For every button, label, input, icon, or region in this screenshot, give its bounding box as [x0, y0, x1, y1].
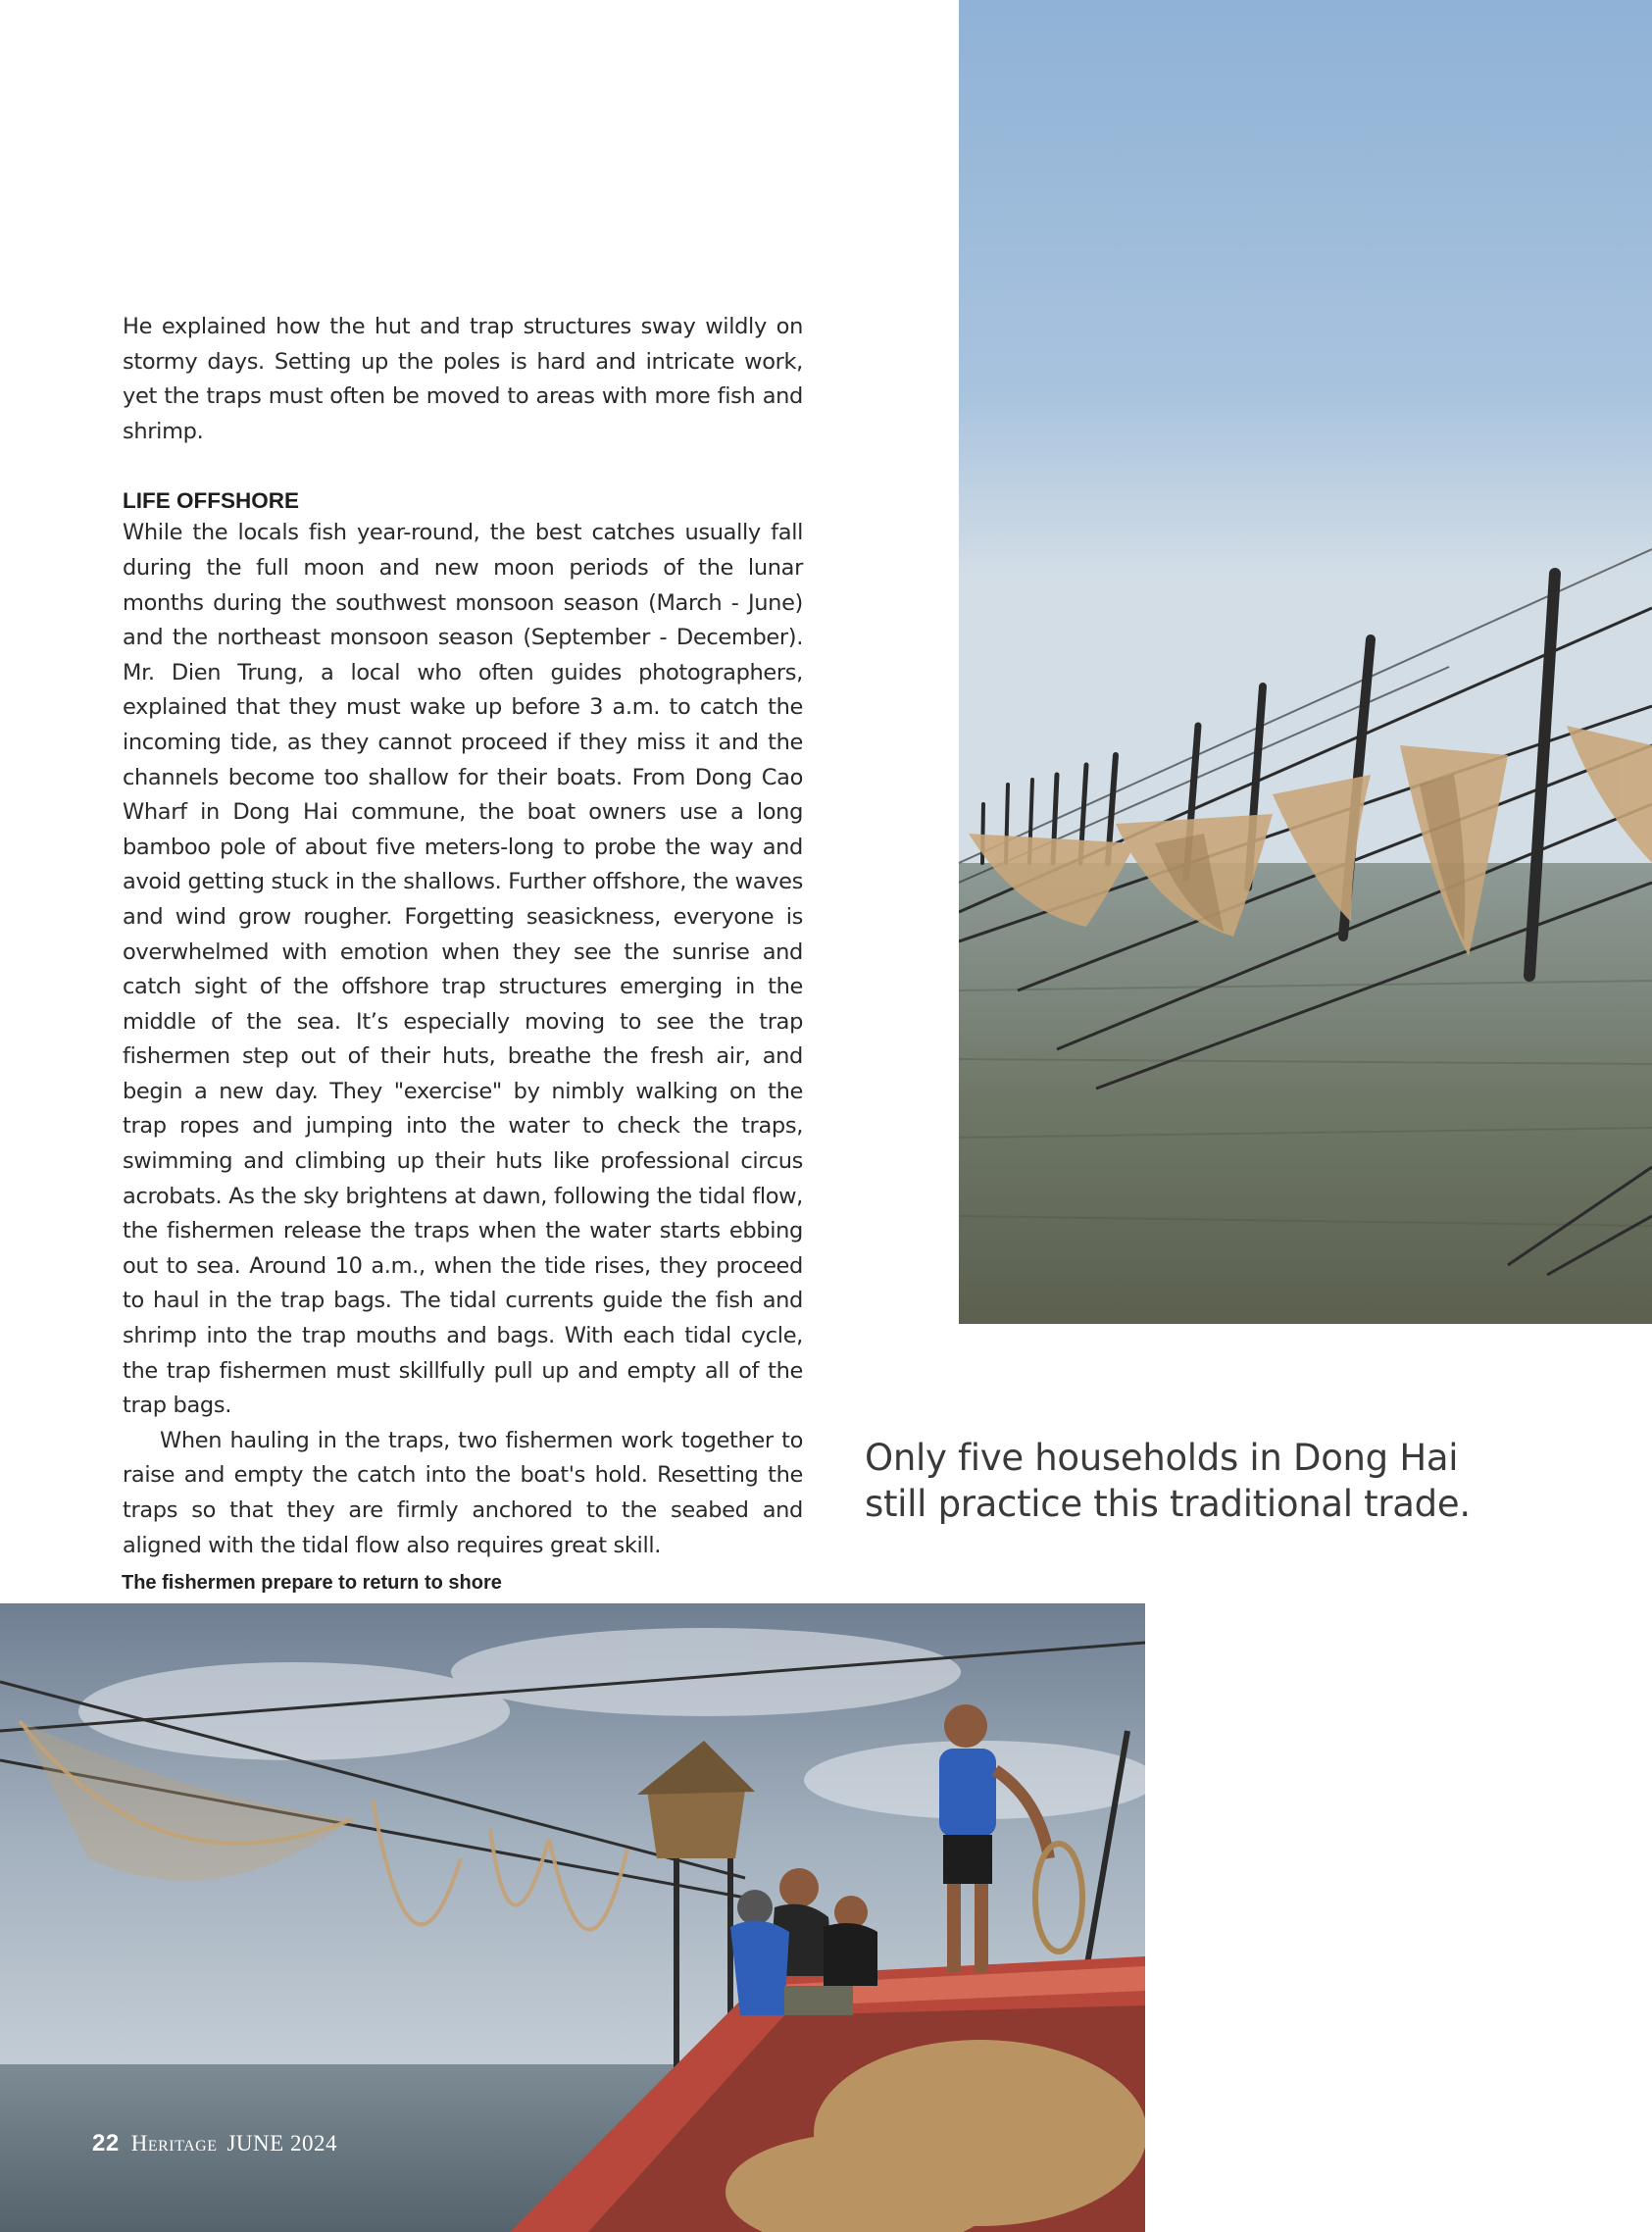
issue-date: JUNE 2024	[226, 2131, 337, 2156]
trap-structures-photo	[959, 0, 1652, 1324]
publication-name: Heritage	[130, 2131, 218, 2156]
article-paragraph: He explained how the hut and trap structures sway wildly on stormy days. Setting up the poles is hard and intricate work, yet the traps must often be moved to areas with more fish and shrimp.	[123, 314, 803, 444]
article-paragraph: When hauling in the traps, two fishermen work together to raise and empty the catch into the boat's hold. Resetting the traps so that they are firmly anchored to the seabed and aligned with the tidal flow also requires great skill.	[123, 1427, 803, 1558]
page-number: 22	[92, 2130, 120, 2156]
article-paragraph: While the locals fish year-round, the best catches usually fall during the full moon and new moon periods of the lunar months during the southwest monsoon season (March - June) and the northeast monsoon season (September - December). Mr. Dien Trung, a local who often guides photographers, explained that they must wake up before 3 a.m. to catch the incoming tide, as they cannot proceed if they miss it and the channels become too shallow for their boats. From Dong Cao Wharf in Dong Hai commune, the boat owners use a long bamboo pole of about five meters-long to probe the way and avoid getting stuck in the shallows. Further offshore, the waves and wind grow rougher. Forgetting seasickness, everyone is overwhelmed with emotion when they see the sunrise and catch sight of the offshore trap structures emerging in the middle of the sea. It’s especially moving to see the trap fishermen step out of their huts, breathe the fresh air, and begin a new day. They "exercise" by nimbly walking on the trap ropes and jumping into the water to check the traps, swimming and climbing up their huts like professional circus acrobats. As the sky brightens at dawn, following the tidal flow, the fishermen release the traps when the water starts ebbing out to sea. Around 10 a.m., when the tide rises, they proceed to haul in the trap bags. The tidal currents guide the fish and shrimp into the trap mouths and bags. With each tidal cycle, the trap fishermen must skillfully pull up and empty all of the trap bags.	[123, 520, 803, 1419]
photo-caption: The fishermen prepare to return to shore	[122, 1572, 502, 1594]
page-folio	[92, 2130, 337, 2157]
section-heading: LIFE OFFSHORE	[123, 488, 299, 514]
pull-quote: Only five households in Dong Hai still practice this traditional trade.	[865, 1437, 1471, 1525]
article-body	[123, 310, 803, 1563]
